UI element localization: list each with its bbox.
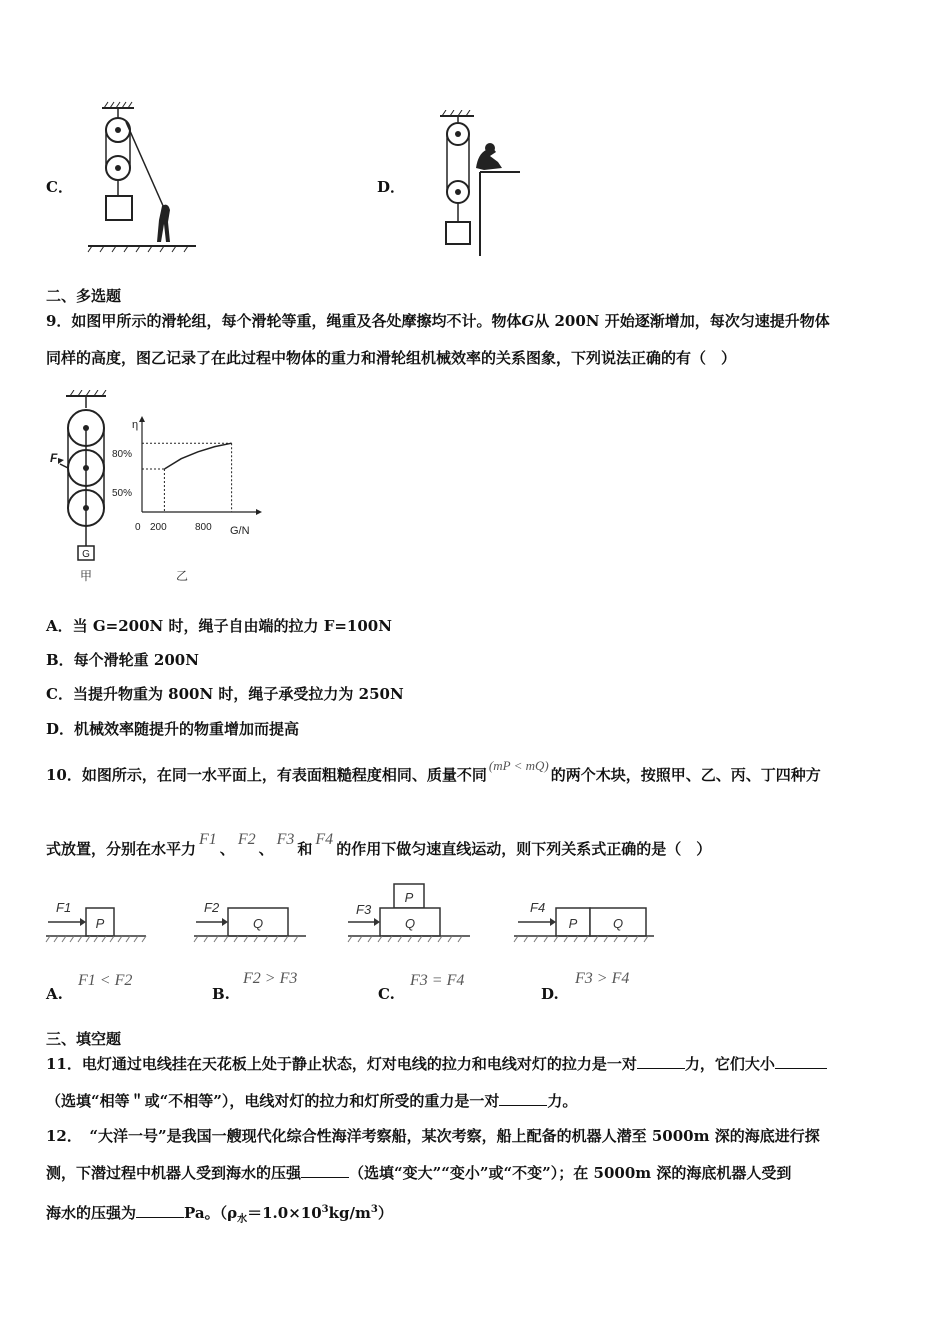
x-tick-800: 800: [195, 522, 212, 533]
q11-line2b: 力。: [547, 1092, 578, 1110]
q10-line1a: 10．如图所示，在同一水平面上，有表面粗糙程度相同、质量不同: [46, 766, 487, 784]
q9-caption-right: 乙: [176, 569, 189, 583]
pulley-figure-d: [430, 110, 530, 260]
q11-blank-3[interactable]: [499, 1091, 547, 1106]
q9-option-b: B．每个滑轮重 200N: [46, 651, 199, 669]
q12-line3: [46, 1199, 393, 1231]
q9-line1: [46, 310, 830, 332]
fig-f1-label: F1: [56, 900, 72, 915]
q12-line3d: kg/m: [328, 1204, 371, 1222]
q10-option-c-label: C.: [378, 985, 395, 1003]
q10-fig-ding: [510, 896, 660, 946]
q12-line3b: Pa。（ρ: [184, 1204, 238, 1222]
q10-sep1: 、: [219, 840, 235, 858]
q11-line1a: 11．电灯通过电线挂在天花板上处于静止状态，灯对电线的拉力和电线对灯的拉力是一对: [46, 1055, 637, 1073]
q10-option-a-expr: F1 < F2: [78, 972, 133, 989]
q12-line2b: （选填“变大”“变小”或“不变”）；在 5000m 深的海底机器人受到: [349, 1164, 792, 1182]
fig-p-label-stacked: P: [404, 890, 414, 905]
q9-option-d: D．机械效率随提升的物重增加而提高: [46, 720, 300, 738]
fig-f3-label: F3: [356, 902, 372, 917]
x-axis-label: G/N: [230, 525, 250, 537]
q9-option-a: A．当 G=200N 时，绳子自由端的拉力 F=100N: [46, 617, 392, 635]
q11-blank-1[interactable]: [637, 1054, 685, 1069]
q10-option-d-expr: F3 > F4: [575, 970, 630, 987]
q9-line1b-text: 从 200N 开始逐渐增加，每次匀速提升物体: [534, 312, 830, 330]
q12-blank-2[interactable]: [136, 1203, 184, 1218]
q12-line2: [46, 1162, 791, 1184]
q11-line1: [46, 1053, 827, 1075]
fig-p-label-side: P: [568, 916, 578, 931]
q10-option-b-expr: F2 > F3: [243, 970, 298, 987]
q10-sep2: 、: [258, 840, 274, 858]
q12-line2a: 测，下潜过程中机器人受到海水的压强: [46, 1164, 302, 1182]
q12-line1: 12． “大洋一号”是我国一艘现代化综合性海洋考察船，某次考察，船上配备的机器人潜至 5000m 深的海底进行探: [46, 1127, 820, 1145]
q10-line2a: 式放置，分别在水平力: [46, 840, 197, 858]
q10-f3: F3: [276, 831, 295, 848]
fig-p-label: P: [95, 916, 105, 931]
q11-blank-2[interactable]: [775, 1054, 827, 1069]
q10-f4: F4: [315, 831, 334, 848]
q9-g-symbol: G: [521, 312, 535, 330]
q9-g-box-label: G: [82, 549, 90, 560]
q10-and: 和: [297, 840, 313, 858]
y-axis-label: η: [132, 419, 139, 431]
q11-line2a: （选填“相等＂或“不相等”），电线对灯的拉力和灯所受的重力是一对: [46, 1092, 500, 1110]
fig-q-label-bottom: Q: [404, 916, 416, 931]
q9-efficiency-chart: [106, 416, 276, 586]
q10-fig-jia: [42, 896, 152, 946]
q10-mass-condition: (mP < mQ): [488, 758, 549, 773]
q12-unit-exp: 3: [370, 1204, 378, 1215]
q12-water-subscript: 水: [237, 1214, 248, 1225]
q10-fig-bing: [344, 880, 474, 946]
q12-line3a: 海水的压强为: [46, 1204, 137, 1222]
q11-line2: [46, 1090, 577, 1112]
q12-exp: 3: [321, 1204, 329, 1215]
fig-f4-label: F4: [530, 900, 546, 915]
efficiency-curve: [164, 443, 231, 469]
fig-f2-label: F2: [204, 900, 220, 915]
q9-force-label: F: [50, 451, 58, 465]
q12-line3e: ）: [377, 1204, 393, 1222]
q10-fig-yi: [190, 896, 310, 946]
section-heading-multi-choice: 二、多选题: [46, 287, 122, 305]
q9-line2: 同样的高度，图乙记录了在此过程中物体的重力和滑轮组机械效率的关系图象，下列说法正确的有（ ）: [46, 349, 737, 367]
q10-line2b: 的作用下做匀速直线运动，则下列关系式正确的是（ ）: [336, 840, 712, 858]
q10-line1: [46, 758, 821, 787]
q10-option-b-label: B.: [212, 985, 230, 1003]
q10-line1b: 的两个木块，按照甲、乙、丙、丁四种方: [550, 766, 821, 784]
y-tick-80: 80%: [112, 449, 133, 460]
y-tick-50: 50%: [112, 488, 133, 499]
x-tick-0: 0: [135, 522, 141, 533]
q10-f1: F1: [199, 831, 217, 848]
q10-option-d-label: D.: [541, 985, 559, 1003]
q12-line3c: ＝1.0×10: [247, 1204, 322, 1222]
q10-option-a-label: A.: [46, 985, 63, 1003]
q9-option-c: C．当提升物重为 800N 时，绳子承受拉力为 250N: [46, 685, 404, 703]
pulley-figure-c: [82, 100, 202, 260]
option-c-label: C．: [46, 178, 73, 196]
option-d-label: D．: [377, 178, 406, 196]
q9-line1-text: 9．如图甲所示的滑轮组，每个滑轮等重，绳重及各处摩擦均不计。物体: [46, 312, 522, 330]
q9-caption-left: 甲: [79, 569, 93, 583]
x-tick-200: 200: [150, 522, 167, 533]
q10-f2: F2: [237, 831, 256, 848]
fig-q-label-side: Q: [612, 916, 624, 931]
q11-line1b: 力，它们大小: [684, 1055, 775, 1073]
q10-line2: [46, 831, 712, 861]
q10-option-c-expr: F3 = F4: [410, 972, 465, 989]
fig-q-label: Q: [252, 916, 264, 931]
q12-blank-1[interactable]: [301, 1163, 349, 1178]
section-heading-fill-blank: 三、填空题: [46, 1030, 122, 1048]
